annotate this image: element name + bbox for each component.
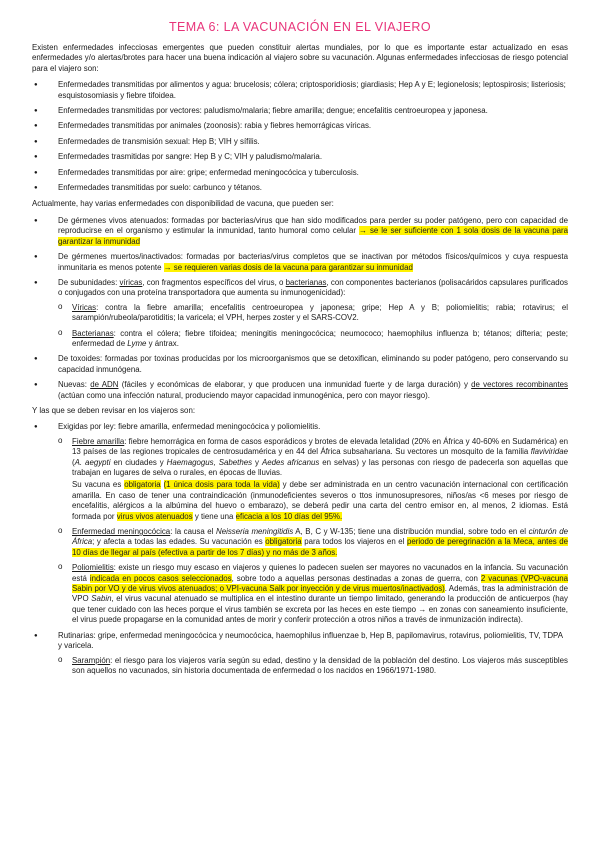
sublist-item-fiebre-amarilla — [58, 437, 568, 522]
polio-text1: : existe un riesgo muy escaso en viajeros y quienes lo padecen suelen ser mayores no vacunados en la infancia. Su vacunación está — [72, 563, 568, 583]
list-item-subunit-vaccines — [32, 278, 568, 349]
bacterianas-end: y ántrax. — [146, 338, 179, 348]
viricas-label: Víricas — [72, 302, 97, 312]
viricas-text: : contra la fiebre amarilla; encefalitis centroeuropea y japonesa; gripe; Hep A y B; poliomielitis; rabia; rotavirus; el sarampión/rubeola/parotiditis; la varicela; el VPH, herpes zoster y el SARS-COV2. — [72, 302, 568, 323]
em-highlight: periodo de peregrinación a la Meca, antes de 10 días de llegar al país (efectiva a partir de los 7 días) y no más de 3 años. — [72, 537, 569, 557]
fa-text4: y — [252, 457, 262, 467]
polio-hl1: indicada en pocos casos seleccionados — [89, 573, 232, 583]
list-item-mandatory — [32, 422, 568, 625]
em-cint: cinturón de África — [72, 527, 568, 547]
fa-aegypti: A. aegypti — [74, 457, 111, 467]
subunit-mid: , con fragmentos específicos del virus, o — [142, 277, 286, 287]
fa-label: Fiebre amarilla — [72, 436, 125, 446]
subunit-sublist — [58, 303, 568, 350]
polio-label: Poliomielitis — [72, 563, 114, 573]
routine-sublist — [58, 656, 568, 677]
em-text4: para todos los viajeros en el — [301, 537, 407, 547]
new-mid: (fáciles y económicas de elaborar, y que producen una inmunidad fuerte y de larga duración) y — [118, 380, 472, 390]
fa-vaccine-paragraph — [72, 480, 568, 522]
sublist-item-meningococica — [58, 527, 568, 558]
sar-text: : el riesgo para los viajeros varía según su edad, destino y la densidad de la población del destino. Los viajeros más susceptibles son aquellos no vacunados, sin historia documentada de enfermedad o los nacidos en 1966/1971-1980. — [72, 655, 568, 675]
list-item-dead-vaccines — [32, 252, 568, 273]
dead-text: De gérmenes muertos/inactivados: formadas por bacterias/virus completos que se inactivan por métodos físicos/químicos y cuya respuesta inmunitaria es menos potente — [58, 252, 568, 272]
fa-vac-text2: y tiene una — [192, 511, 236, 521]
em-neis: Neisseria meningitidis — [216, 527, 294, 537]
em-text3: ; y afecta a todas las edades. Su vacunación es — [92, 537, 266, 547]
polio-hl2: 2 vacunas (VPO-vacuna Sabin por VO y de virus vivos atenuados; o VPI-vacuna Salk por inyección y de virus muertos/inactivados) — [72, 573, 569, 594]
review-list — [32, 422, 568, 676]
list-item: ● Enfermedades trasmitidas por sangre: Hep B y C; VIH y paludismo/malaria. — [32, 152, 568, 162]
polio-text3: . Además, tras la administración de VPO — [72, 584, 568, 604]
fa-vac-text: y debe ser administrada en un centro vacunación internacional con certificación amarilla. En caso de tener una contraindicación (inmunodeficientes severos o ttos inmunosupresores, niños/as <6 meses por riesgo de encefalitis, alérgicos a la albúmina del huevo o embarazo), se deberá pedir una carta del centro emisor en, al menos, 2 idiomas. Está formada por — [72, 480, 568, 521]
list-item-live-vaccines — [32, 216, 568, 247]
list-item-new-vaccines — [32, 380, 568, 401]
vaccine-type-list — [32, 216, 568, 401]
list-item: ● Enfermedades transmitidas por suelo: carbunco y tétanos. — [32, 183, 568, 193]
subunit-bacterianas: bacterianas — [285, 277, 327, 287]
subunit-rest: , con componentes bacterianos (polisacáridos capsulares purificados o conjugados con una proteína transportadora que aumenta su inmunogenicidad): — [58, 277, 568, 298]
fa-vac-paren: (1 única dosis para toda la vida) — [163, 480, 280, 490]
fa-vac-hl1: virus vivos atenuados — [116, 511, 193, 521]
subunit-viricas: víricas — [119, 277, 143, 287]
live-highlight: → se le ser suficiente con 1 sola dosis de la vacuna para garantizar la inmunidad — [58, 226, 568, 246]
fa-vac-oblig: obligatoria — [124, 480, 161, 490]
list-item: ● Enfermedades transmitidas por aire: gripe; enfermedad meningocócica y tuberculosis. — [32, 168, 568, 178]
routine-lead: Rutinarias: gripe, enfermedad meningocócica y neumocócica, haemophilus influenzae b, Hep B, papilomavirus, rotavirus, poliomielitis, TV, TDPA y varicela. — [58, 630, 563, 651]
sublist-item-sarampion — [58, 656, 568, 677]
list-item: ● Enfermedades transmitidas por vectores: paludismo/malaria; fiebre amarilla; dengue; encefalitis centroeuropea y japonesa. — [32, 106, 568, 116]
polio-sabin: Sabin — [91, 594, 112, 604]
fa-flav: flaviviridae — [530, 447, 568, 457]
subunit-lead: De subunidades: — [58, 277, 120, 287]
fa-vac-hl2: eficacia a los 10 días del 95%. — [235, 511, 343, 521]
bacterianas-text: : contra el cólera; fiebre tifoidea; meningitis meningocócica; neumococo; haemophilus influenza b; tétanos; difteria; peste; enfermedad de — [72, 328, 568, 348]
dead-highlight: → se requieren varias dosis de la vacuna para garantizar su inmunidad — [163, 262, 413, 272]
bacterianas-lyme: Lyme — [127, 338, 147, 348]
em-text2: A, B, C y W-135; tiene una distribución mundial, sobre todo en el — [293, 527, 529, 537]
list-item-toxoid-vaccines: ● De toxoides: formadas por toxinas producidas por los microorganismos que se detoxifican, eliminando su poder patógeno, pero conservando su capacidad inmunógena. — [32, 354, 568, 375]
em-text1: : la causa el — [170, 527, 217, 537]
sublist-item-poliomielitis — [58, 563, 568, 625]
sar-label: Sarampión — [72, 655, 111, 665]
new-lead: Nuevas: — [58, 380, 91, 390]
review-intro: Y las que se deben revisar en los viajeros son: — [32, 405, 196, 415]
new-vectores: de vectores recombinantes — [471, 380, 568, 390]
page-title: TEMA 6: LA VACUNACIÓN EN EL VIAJERO — [169, 20, 431, 34]
list-item: ● Enfermedades de transmisión sexual: Hep B; VIH y sífilis. — [32, 137, 568, 147]
intro-paragraph: Existen enfermedades infecciosas emergentes que pueden constituir alertas mundiales, por lo que es importante estar actualizado en esas enfermedades y/o alertas/brotes para hacer una buena indicación al viajero sobre su vacunación. Algunas enfermedades infecciosas de riesgo potencial para el viajero son: — [32, 43, 568, 73]
fa-text1: : fiebre hemorrágica en forma de casos esporádicos y brotes de elevada letalidad (20% en África y 40-60% en Sudamérica) en 13 países de las regiones tropicales de centrosudamérica y en 44 del África subsahariana. Su vectores un mosquito de la familia — [72, 436, 569, 457]
risk-disease-list — [32, 80, 568, 193]
fa-text2: ( — [72, 457, 75, 467]
polio-text4: , el virus vacunal atenuado se multiplica en el intestino durante un tiempo limitado, generando la producción de anticuerpos (hay que tener cuidado con las heces porque el virus también se excreta por las heces en este tiempo → en zonas con saneamiento insuficiente, el virus puede propagarse en la comunidad antes de morir y conferir protección a otros niños a través de inmunización indirecta). — [72, 594, 568, 625]
fa-haema: Haemagogus, Sabethes — [166, 457, 253, 467]
fa-vac-lead: Su vacuna es — [72, 480, 125, 490]
list-item: ● Enfermedades transmitidas por animales (zoonosis): rabia y fiebres hemorrágicas víricas. — [32, 121, 568, 131]
fa-text5: en selvas) y las personas con riesgo de padecerla son aquellas que trabajan en lugares de selva o rurales, en épocas de lluvias. — [72, 457, 568, 477]
fa-aedes: Aedes africanus — [261, 457, 320, 467]
sublist-item-viricas — [58, 303, 568, 324]
new-adn: de ADN — [90, 380, 119, 390]
mandatory-sublist — [58, 437, 568, 626]
mandatory-lead: Exigidas por ley: fiebre amarilla, enfermedad meningocócica y poliomielitis. — [58, 422, 321, 432]
new-end: (actúan como una infección natural, produciendo mayor capacidad inmunogénica, pero con mayor riesgo). — [58, 390, 430, 400]
em-oblig: obligatoria — [265, 537, 302, 547]
fa-text3: en ciudades y — [110, 457, 167, 467]
sublist-item-bacterianas — [58, 329, 568, 350]
list-item-routine — [32, 631, 568, 677]
vaccine-intro: Actualmente, hay varias enfermedades con disponibilidad de vacuna, que pueden ser: — [32, 199, 334, 209]
em-label: Enfermedad meningocócica — [72, 527, 171, 537]
polio-text2: , sobre todo a aquellas personas destinadas a zonas de guerra, con — [231, 573, 481, 583]
bacterianas-label: Bacterianas — [72, 328, 114, 338]
list-item: ● Enfermedades transmitidas por alimentos y agua: brucelosis; cólera; criptosporidiosis; giardiasis; Hep A y E; legionelosis; leptospirosis; listeriosis; esquistosomiasis y fiebre tifoidea. — [32, 80, 568, 101]
live-text: De gérmenes vivos atenuados: formadas por bacterias/virus que han sido modificados para perder su poder patógeno, pero con capacidad de reproducirse en el organismo y estimular la inmunidad, tanto humoral como celular — [58, 215, 568, 236]
